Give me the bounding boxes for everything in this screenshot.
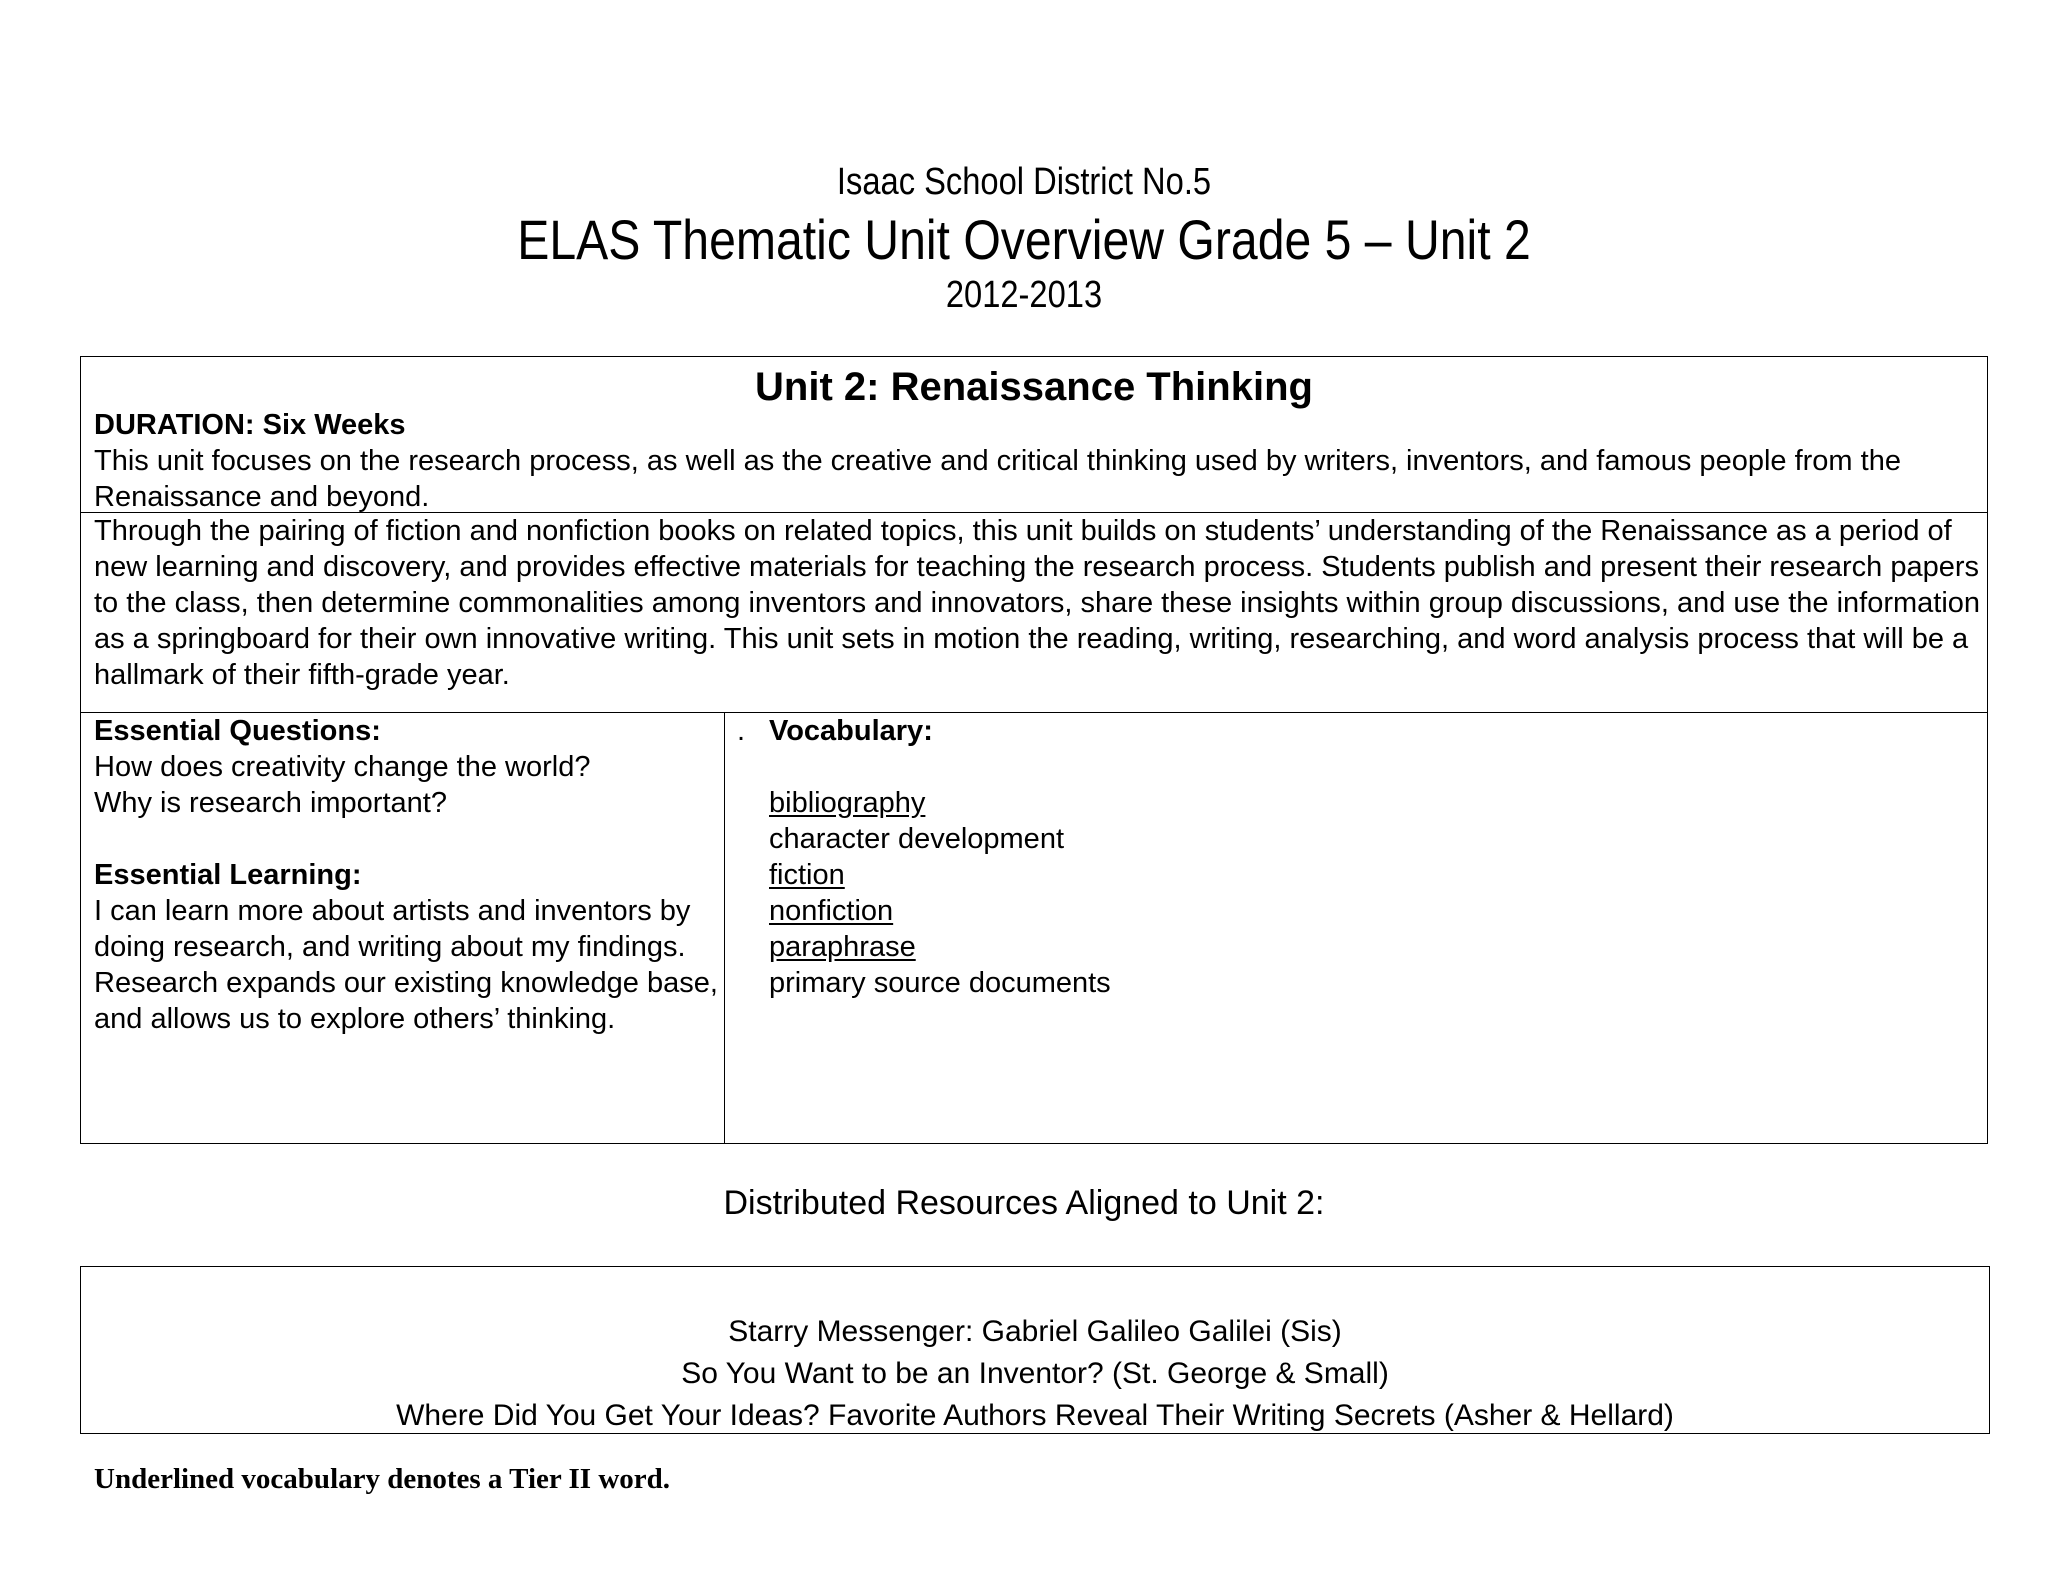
resource-item: Where Did You Get Your Ideas? Favorite Authors Reveal Their Writing Secrets (Asher & Hellard) [396, 1399, 1674, 1432]
district-name: Isaac School District No.5 [836, 161, 1212, 203]
resources-heading: Distributed Resources Aligned to Unit 2: [723, 1184, 1325, 1222]
vocabulary-word: nonfiction [769, 895, 894, 927]
vocabulary-word: character development [769, 823, 1064, 855]
vocabulary-word: fiction [769, 859, 845, 891]
vocabulary-word: primary source documents [769, 967, 1111, 999]
unit-overview-table [80, 356, 1988, 1144]
essentials-cell [81, 713, 725, 1143]
vocabulary-word: paraphrase [769, 931, 916, 963]
resource-item: Starry Messenger: Gabriel Galileo Galilei (Sis) [728, 1315, 1342, 1348]
essential-question: Why is research important? [94, 787, 447, 819]
unit-overview-row [81, 513, 1987, 713]
essential-questions-heading: Essential Questions: [94, 715, 381, 747]
resources-list [81, 1311, 1989, 1437]
vocabulary-bullet: . [737, 715, 746, 747]
resources-table [80, 1266, 1990, 1434]
questions-vocabulary-row [81, 713, 1987, 1143]
essential-question: How does creativity change the world? [94, 751, 591, 783]
footnote: Underlined vocabulary denotes a Tier II word. [94, 1463, 671, 1495]
unit-title: Unit 2: Renaissance Thinking [755, 365, 1313, 409]
school-year: 2012-2013 [945, 274, 1103, 316]
vocabulary-word: bibliography [769, 787, 926, 819]
unit-intro: This unit focuses on the research process, as well as the creative and critical thinking used by writers, inventors, and famous people from the Renaissance and beyond. [94, 445, 1901, 513]
essential-learning-item: I can learn more about artists and inventors by doing research, and writing about my findings. [94, 895, 691, 963]
resource-item: So You Want to be an Inventor? (St. George & Small) [681, 1357, 1389, 1390]
essential-learning-item: Research expands our existing knowledge base, and allows us to explore others’ thinking. [94, 967, 718, 1035]
unit-overview-text: Through the pairing of fiction and nonfiction books on related topics, this unit builds on students’ understanding of the Renaissance as a period of new learning and discovery, and provides effective materials for teaching the research process. Students publish and present their research papers to the class, then determine commonalities among inventors and innovators, share these insights within group discussions, and use the information as a springboard for their own innovative writing. This unit sets in motion the reading, writing, researching, and word analysis process that will be a hallmark of their fifth-grade year. [94, 515, 1981, 691]
spacer [769, 749, 1969, 785]
spacer [94, 821, 719, 857]
vocabulary-heading: Vocabulary: [769, 715, 933, 747]
vocabulary-cell [725, 713, 1987, 1143]
essential-learning-heading: Essential Learning: [94, 859, 362, 891]
unit-summary-row [81, 357, 1987, 513]
vocabulary-list [769, 785, 1969, 1001]
document-title: ELAS Thematic Unit Overview Grade 5 – Unit 2 [517, 208, 1531, 271]
vocabulary-block [769, 713, 1969, 1001]
unit-duration: DURATION: Six Weeks [94, 409, 406, 441]
essentials-block [94, 713, 719, 1037]
